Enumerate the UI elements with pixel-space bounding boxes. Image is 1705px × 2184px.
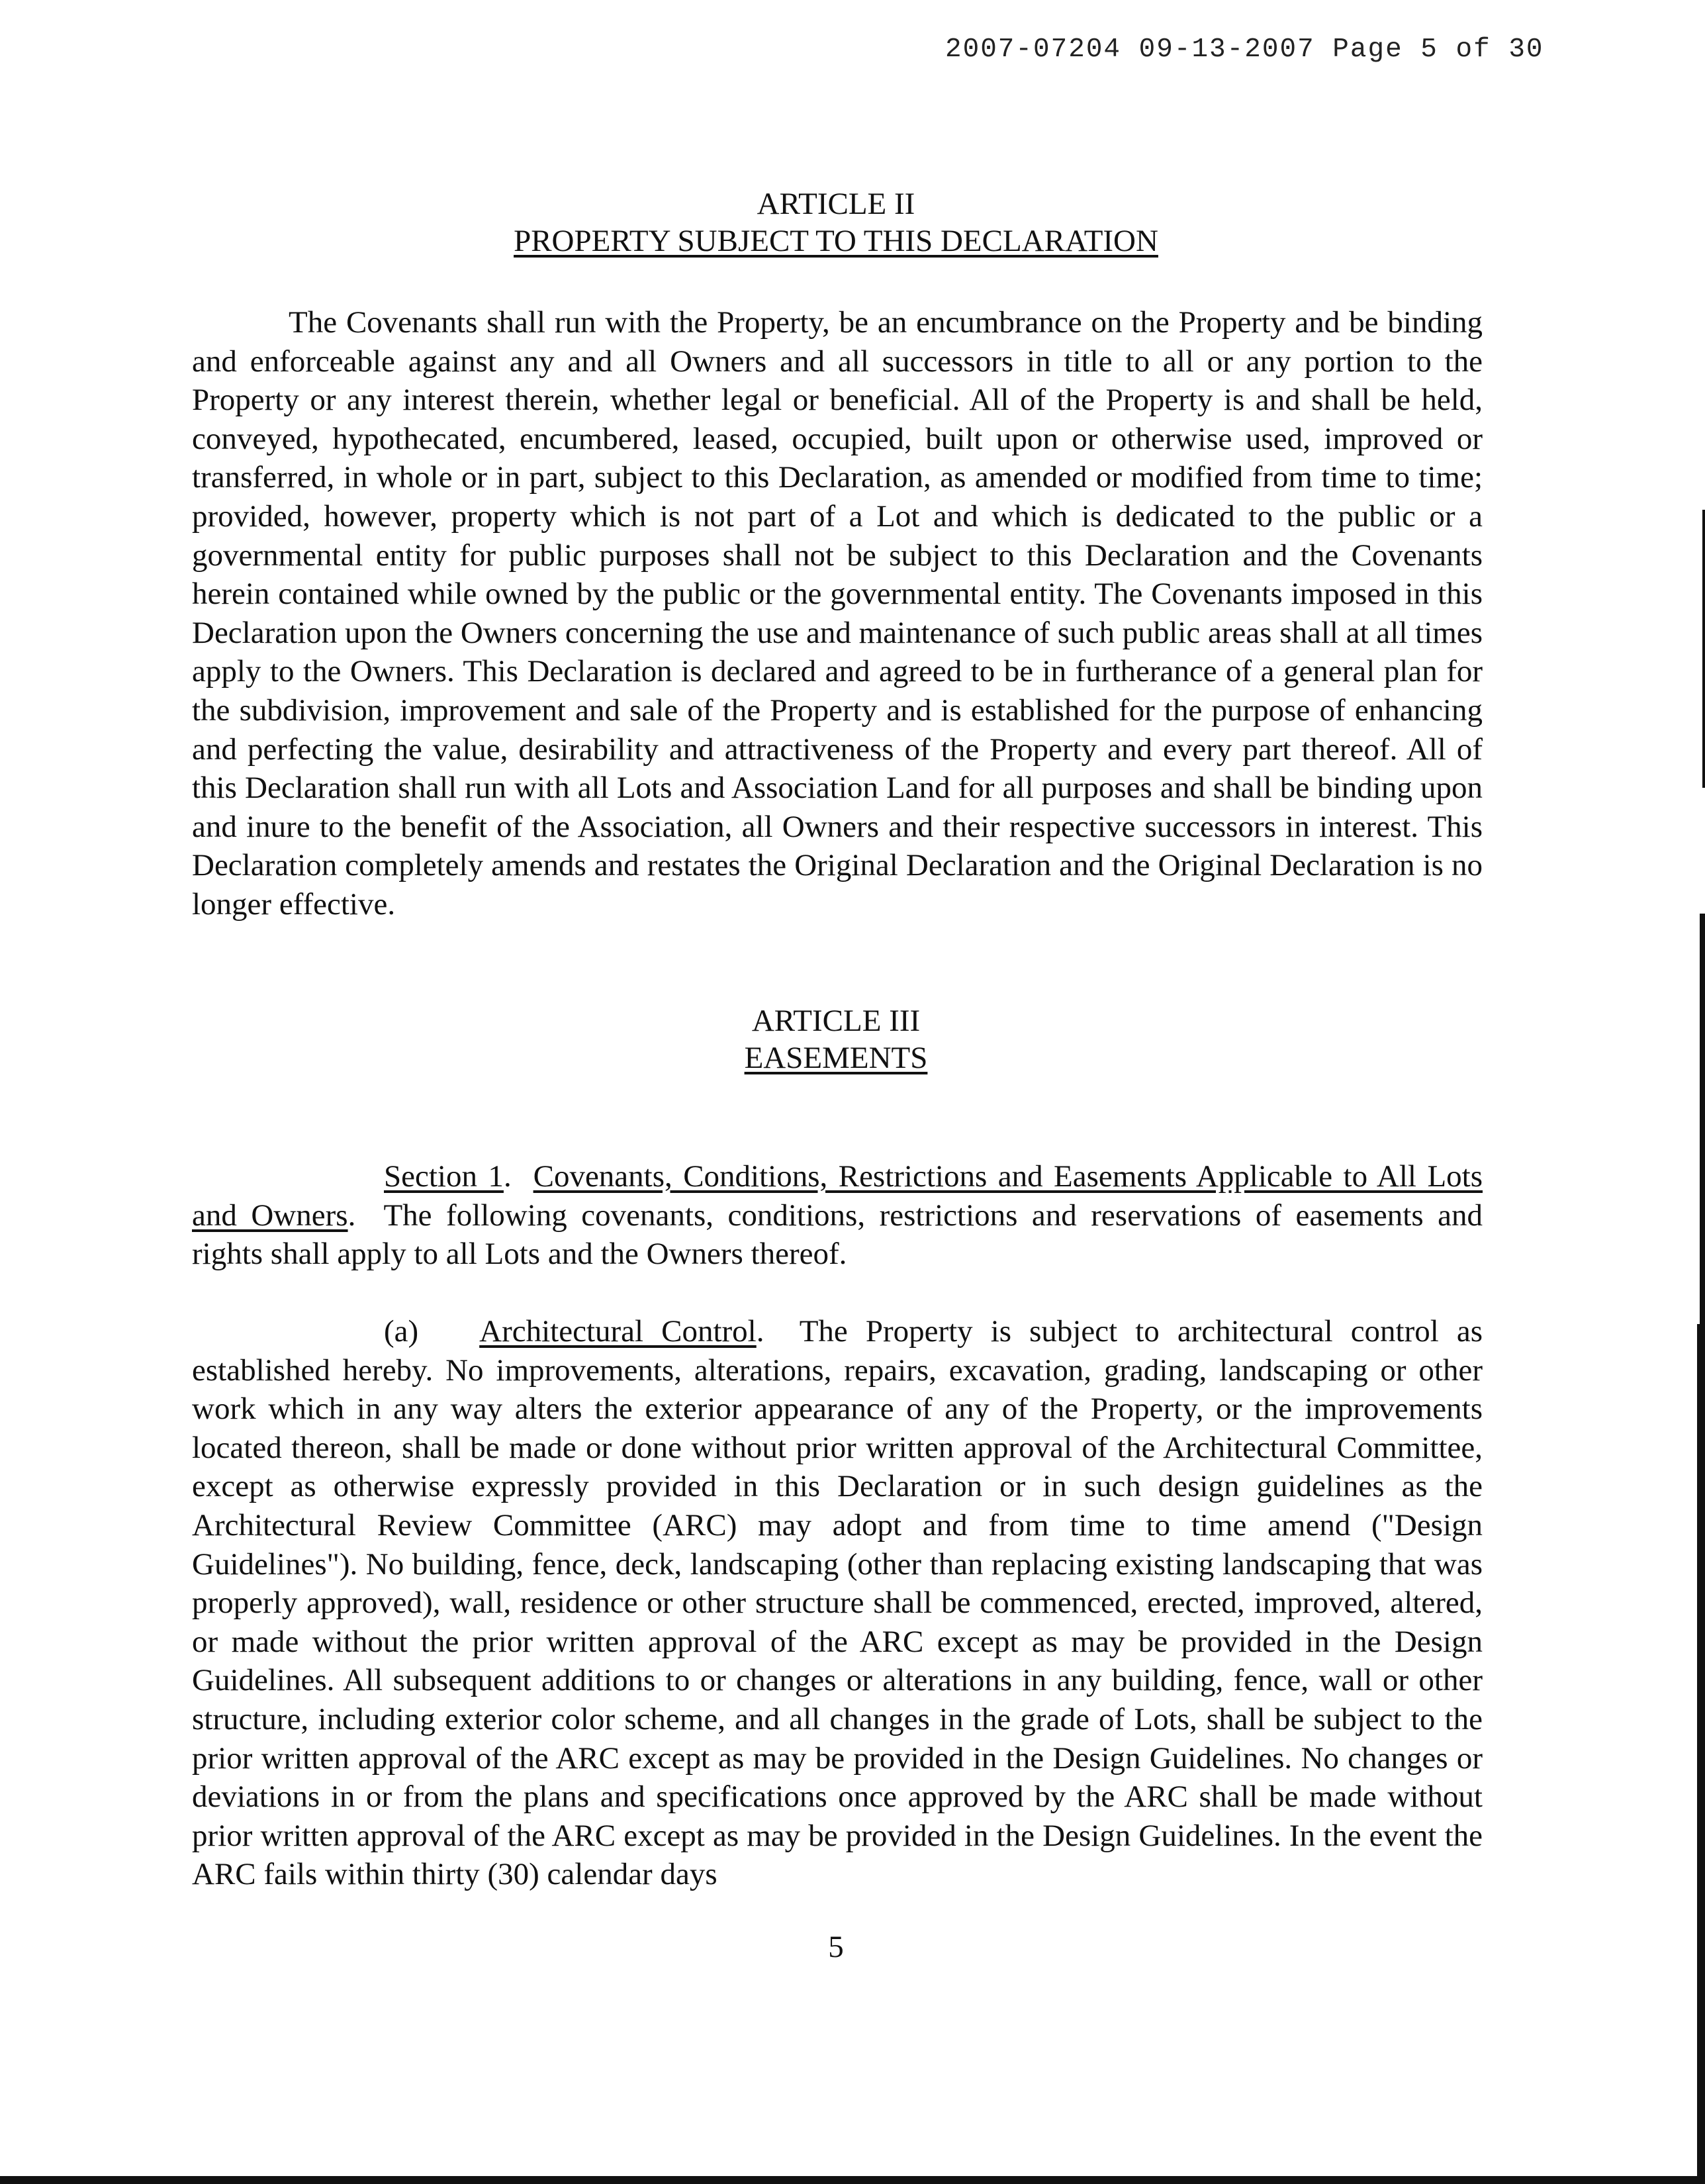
- scan-bottom-rule: [0, 2176, 1705, 2184]
- article-3-heading: [0, 1002, 1672, 1076]
- article-3-number: ARTICLE III: [751, 1004, 921, 1038]
- article-3-title: EASEMENTS: [744, 1041, 928, 1075]
- section-1-label: Section 1: [384, 1159, 504, 1194]
- subsection-a-paragraph: (a) Architectural Control. The Property is subject to architectural control as established hereby. No improvements, alterations, repairs, excavation, grading, landscaping or other work which in any way alters the exterior appearance of any of the Property, or the improvements located thereon, shall be made or done without prior written approval of the Architectural Committee, except as otherwise expressly provided in this Declaration or in such design guidelines as the Architectural Review Committee (ARC) may adopt and from time to time amend ("Design Guidelines"). No building, fence, deck, landscaping (other than replacing existing landscaping that was properly approved), wall, residence or other structure shall be commenced, erected, improved, altered, or made without the prior written approval of the ARC except as may be provided in the Design Guidelines. All subsequent additions to or changes or alterations in any building, fence, wall or other structure, including exterior color scheme, and all changes in the grade of Lots, shall be subject to the prior written approval of the ARC except as may be provided in the Design Guidelines. No changes or deviations in or from the plans and specifications once approved by the ARC shall be made without prior written approval of the ARC except as may be provided in the Design Guidelines. In the event the ARC fails within thirty (30) calendar days: [192, 1314, 1483, 1892]
- subsection-a-label: (a): [384, 1314, 419, 1349]
- subsection-a-body: The Property is subject to architectural control as established hereby. No improvements, alterations, repairs, excavation, grading, landscaping or other work which in any way alters the exterior appearance of any of the Property, or the improvements located thereon, shall be made or done without prior written approval of the Architectural Committee, except as otherwise expressly provided in this Declaration or in such design guidelines as the Architectural Review Committee (ARC) may adopt and from time to time amend ("Design Guidelines"). No building, fence, deck, landscaping (other than replacing existing landscaping that was properly approved), wall, residence or other structure shall be commenced, erected, improved, altered, or made without the prior written approval of the ARC except as may be provided in the Design Guidelines. All subsequent additions to or changes or alterations in any building, fence, wall or other structure, including exterior color scheme, and all changes in the grade of Lots, shall be subject to the prior written approval of the ARC except as may be provided in the Design Guidelines. No changes or deviations in or from the plans and specifications once approved by the ARC shall be made without prior written approval of the ARC except as may be provided in the Design Guidelines. In the event the ARC fails within thirty (30) calendar days: [192, 1314, 1483, 1892]
- page-number: 5: [828, 1930, 844, 1964]
- article-2-number: ARTICLE II: [757, 187, 915, 221]
- scan-edge-mark-3: [1697, 1324, 1705, 2178]
- section-1-heading: Covenants, Conditions, Restrictions and Easements Applicable to All Lots and Owners: [192, 1159, 1483, 1233]
- article-2-paragraph: [192, 303, 1483, 924]
- scan-edge-mark-1: [1702, 510, 1705, 788]
- section-1-paragraph: Section 1. Covenants, Conditions, Restrictions and Easements Applicable to All Lots and Owners. The following covenants, conditions, restrictions and reservations of easements and rights shall apply to all Lots and the Owners thereof.: [192, 1159, 1483, 1272]
- article-2-body: The Covenants shall run with the Property, be an encumbrance on the Property and be binding and enforceable against any and all Owners and all successors in title to all or any portion to the Property or any interest therein, whether legal or beneficial. All of the Property is and shall be held, conveyed, hypothecated, encumbered, leased, occupied, built upon or otherwise used, improved or transferred, in whole or in part, subject to this Declaration, as amended or modified from time to time; provided, however, property which is not part of a Lot and which is dedicated to the public or a governmental entity for public purposes shall not be subject to this Declaration and the Covenants herein contained while owned by the public or the governmental entity. The Covenants imposed in this Declaration upon the Owners concerning the use and maintenance of such public areas shall at all times apply to the Owners. This Declaration is declared and agreed to be in furtherance of a general plan for the subdivision, improvement and sale of the Property and is established for the purpose of enhancing and perfecting the value, desirability and attractiveness of the Property and every part thereof. All of this Declaration shall run with all Lots and Association Land for all purposes and shall be binding upon and inure to the benefit of the Association, all Owners and their respective successors in interest. This Declaration completely amends and restates the Original Declaration and the Original Declaration is no longer effective.: [192, 305, 1483, 922]
- scan-edge-mark-2: [1700, 914, 1705, 1324]
- article-2-heading: [0, 185, 1672, 260]
- section-1-body: The following covenants, conditions, restrictions and reservations of easements and rights shall apply to all Lots and the Owners thereof.: [192, 1198, 1483, 1272]
- article-2-title: PROPERTY SUBJECT TO THIS DECLARATION: [514, 224, 1158, 258]
- recording-stamp: 2007-07204 09-13-2007 Page 5 of 30: [945, 34, 1544, 65]
- subsection-a-heading: Architectural Control: [479, 1314, 757, 1349]
